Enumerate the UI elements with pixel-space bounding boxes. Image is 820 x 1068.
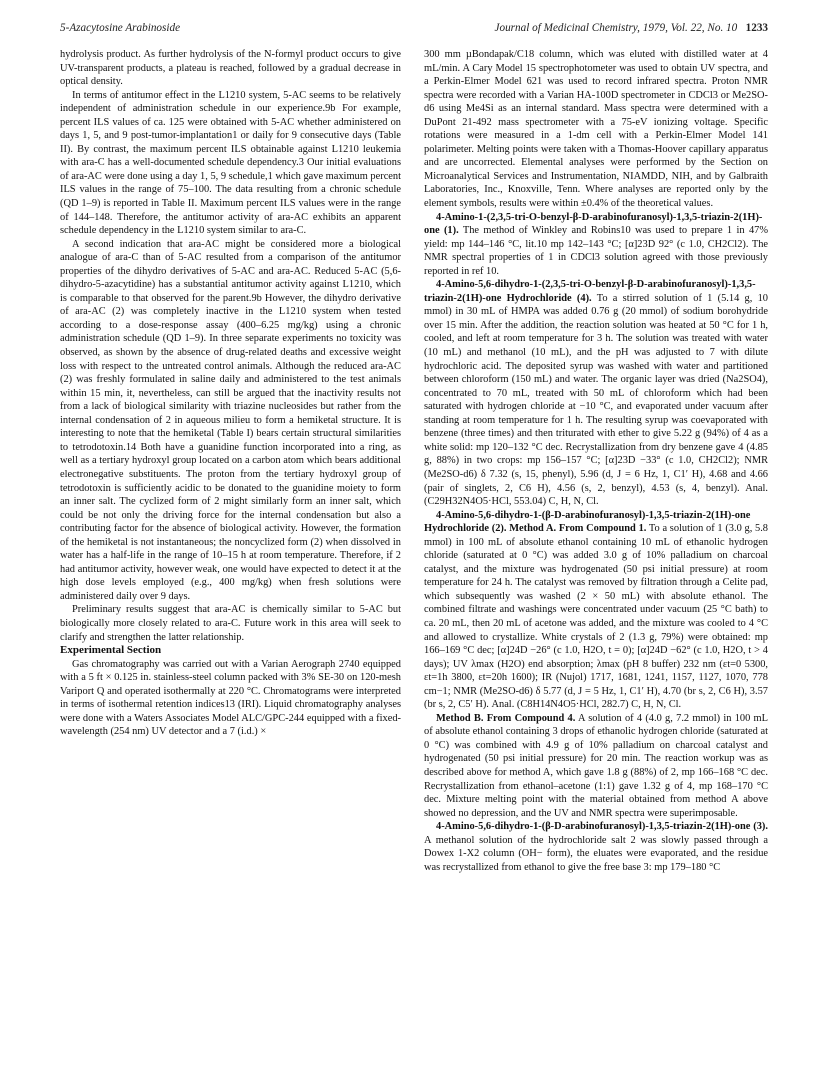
paragraph: Preliminary results suggest that ara-AC is chemically similar to 5-AC but biologically more closely related to ara-C. Future work in this area will seek to clarify and strengthen the latter relationship.: [60, 604, 401, 643]
compound-title: 4-Amino-5,6-dihydro-1-(β-D-arabinofuranosyl)-1,3,5-triazin-2(1H)-one Hydrochloride (2). Method A. From Compound 1.: [424, 509, 751, 535]
paragraph: Gas chromatography was carried out with a Varian Aerograph 2740 equipped with a 5 ft × 0.125 in. stainless-steel column packed with 3% SE-30 on 120-mesh Variport Q and operated isothermally at 220 °C. Chromatograms were interpreted in terms of isothermal retention indices13 (IRI). Liquid chromatography analyses were done with a Waters Associates Model ALC/GPC-244 equipped with a fixed-wavelength (254 nm) UV detector and a 7 (i.d.) ×: [60, 658, 401, 738]
running-head-journal: [495, 22, 768, 34]
page-number: 1233: [745, 22, 768, 34]
compound-body: To a solution of 1 (3.0 g, 5.8 mmol) in 100 mL of absolute ethanol containing 10 mL of ethanolic hydrogen chloride (saturated at 0 °C) was added 3.0 g of 10% palladium on charcoal catalyst, and the mixture was hydrogenated (50 psi initial pressure) at room temperature for 24 h. The catalyst was removed by filtration through a Celite pad, which subsequently was washed (2 × 50 mL) with absolute ethanol. The combined filtrate and washings were concentrated under vacuum (25 °C bath) to ca. 20 mL, then 20 mL of acetone was added, and the mixture was cooled to 4 °C and allowed to crystallize. White crystals of 2 (1.3 g, 79%) were obtained: mp 166–169 °C dec; [α]24D −26° (c 1.0, H2O, t = 0); [α]24D −62° (c 1.0, H2O, t > 4 days); UV λmax (H2O) end absorption; λmax (pH 8 buffer) 232 nm (εt=0 5300, εt=1h 3800, εt=20h 1600); IR (Nujol) 1717, 1681, 1241, 1157, 1127, 1070, 778 cm−1; NMR (Me2SO-d6) δ 5.77 (d, J = 5 Hz, 1, C1′ H), 4.70 (br s, 2, C6 H), 3.57 (br s, 2, C5′ H). Anal. (C8H14N4O5·HCl, 282.7) C, H, N, Cl.: [424, 523, 768, 711]
journal-citation: Journal of Medicinal Chemistry, 1979, Vol. 22, No. 10: [494, 22, 738, 34]
compound-title: 4-Amino-5,6-dihydro-1-(β-D-arabinofuranosyl)-1,3,5-triazin-2(1H)-one (3).: [436, 821, 768, 833]
section-heading: Experimental Section: [60, 644, 162, 657]
compound-entry: [424, 211, 768, 279]
running-head-title: 5-Azacytosine Arabinoside: [60, 22, 181, 34]
compound-body: A methanol solution of the hydrochloride salt 2 was slowly passed through a Dowex 1-X2 column (OH− form), the eluates were evaporated, and the residue was recrystallized from ethanol to give the free base 3: mp 179–180 °C: [424, 834, 768, 873]
compound-body: To a stirred solution of 1 (5.14 g, 10 mmol) in 30 mL of HMPA was added 0.76 g (20 mmol) of sodium borohydride over 15 min. After the addition, the reaction solution was heated at 50 °C for 1 h, cooled, and left at room temperature for 3 h. The solution was treated with water (10 mL) and methanol (10 mL), and the pH was adjusted to 7 with dilute hydrochloric acid. The deposited syrup was washed with water and partitioned between chloroform (150 mL) and water. The organic layer was dried (Na2SO4), concentrated to 70 mL, treated with 50 mL of chloroform which had been saturated with hydrogen chloride at −10 °C, and evaporated under vacuum after standing at room temperature for 1 h. The resulting syrup was coevaporated with benzene (three times) and then triturated with ether to give 5.22 g (94%) of 4 as a white solid: mp 120–132 °C dec. Recrystallization from dry benzene gave 4 (4.85 g, 88%) in two crops: mp 156–157 °C; [α]23D −33° (c 1.0, CH2Cl2); NMR (Me2SO-d6) δ 7.32 (s, 15, phenyl), 5.96 (d, J = 6 Hz, 1, C1′ H), 4.68 and 4.66 (pair of singlets, 2, C6 H), 4.56 (s, 2, benzyl), 4.53 (s, 4, benzyl). Anal. (C29H32N4O5·HCl, 553.04) C, H, N, Cl.: [424, 292, 768, 508]
method-title: Method B. From Compound 4.: [436, 712, 576, 724]
paragraph: 300 mm µBondapak/C18 column, which was eluted with distilled water at 4 mL/min. A Cary Model 15 spectrophotometer was used to obtain UV spectra, and a Perkin-Elmer Model 621 was used to record infrared spectra. Proton NMR spectra were recorded with a Varian HA-100D spectrometer in CDCl3 or Me2SO-d6 using Me4Si as an internal standard. Mass spectra were determined with a DuPont 21-492 mass spectrometer with a 75-eV ionizing voltage. Specific rotations were measured in a 1-dm cell with a Perkin-Elmer Model 141 polarimeter. Melting points were taken with a Thomas-Hoover capillary apparatus and are uncorrected. Elemental analyses were performed by the Section on Microanalytical Services and Instrumentation, NIAMDD, NIH, and by Galbraith Laboratories, Inc., Knoxville, Tenn. Where analyses are reported only by the element symbols, results were within ±0.4% of the theoretical values.: [424, 49, 768, 210]
method-body: A solution of 4 (4.0 g, 7.2 mmol) in 100 mL of absolute ethanol containing 3 drops of ethanolic hydrogen chloride (saturated at 0 °C) was combined with 4.9 g of 10% palladium on charcoal catalyst and hydrogenated (50 psi initial pressure) for 20 min. The reaction workup was as described above for method A, which gave 1.8 g (88%) of 2, mp 166–168 °C dec. Recrystallization from ethanol–acetone (1:1) gave 1.32 g of 4, mp 168–170 °C dec. Mixture melting point with the material obtained from method A above showed no depression, and the UV and NMR spectra were superimposable.: [424, 712, 768, 819]
left-column: [60, 48, 401, 1060]
compound-entry: [424, 820, 768, 874]
paragraph: In terms of antitumor effect in the L1210 system, 5-AC seems to be relatively independent of administration schedule in our experience.9b For example, percent ILS values of ca. 125 were obtained with 5-AC whether administered on days 1, 5, and 9 post-tumor-implantation1 or daily for 9 consecutive days (Table II). By contrast, the maximum percent ILS obtainable against L1210 leukemia with ara-C has a well-documented schedule dependency.3 Our initial evaluations of ara-AC were done using a day 1, 5, 9 schedule,1 which gave maximum percent ILS values in the range of 75–100. The data resulting from a chronic schedule (QD 1–9) is reported in Table II. Maximum percent ILS values were in the range of 144–148. Therefore, the antitumor activity of ara-AC exhibits an apparent schedule dependency in the L1210 system similar to ara-C.: [60, 89, 401, 237]
paragraph: A second indication that ara-AC might be considered more a biological analogue of ara-C than of 5-AC resulted from a comparison of the antitumor properties of the dihydro derivatives of 5-AC and ara-AC. Reduced 5-AC (5,6-dihydro-5-azacytidine) has a substantial antitumor activity against L1210, which is comparable to that observed for the parent.9b However, the dihydro derivative of ara-AC (2) was completely inactive in the L1210 system when tested according to a dose-response assay (400–6.25 mg/kg) using a chronic administration schedule (QD 1–9). In three separate experiments no toxicity was observed, as shown by the absence of drug-related deaths and excessive weight loss with respect to the untreated control animals. Although the reduced ara-AC (2) was freshly formulated in saline daily and administered to the test animals within 15 min, it, nevertheless, can still be argued that the inactivity results not from a lack of biological similarity with triazine nucleosides but rather from the internal condensation of 2 in aqueous milieu to form a hemiketal structure. It is interesting to note that the hemiketal (Table I) bears certain structural similarities to tetrodotoxin.14 Both have a guanidine function incorporated into a ring, as well as a tertiary hydroxyl group located on a carbon atom which bears additional electronegative substituents. The proton from the tertiary hydroxyl group of tetrodotoxin is sufficiently acidic to be donated to the guanidine moiety to form an inner salt. The cyclized form of 2 might similarly form an inner salt, which could be not only the driving force for the internal condensation but also a contributing factor for the absence of biological activity. However, the formation of the hemiketal is not instantaneous; the noncyclized form (2) when dissolved in water has a half-life in the range of 10–15 h at room temperature. Therefore, if 2 had antitumor activity, however weak, one would have expected to detect it at the high dose levels employed (e.g., 400 mg/kg) when fresh solutions were administered daily over 9 days.: [60, 238, 401, 602]
compound-entry: [424, 509, 768, 712]
paragraph: hydrolysis product. As further hydrolysis of the N-formyl product occurs to give UV-transparent products, a plateau is reached, followed by a gradual decrease in optical density.: [60, 49, 401, 88]
compound-entry: [424, 278, 768, 508]
running-head: [60, 22, 768, 38]
right-column: [424, 48, 768, 1060]
compound-body: The method of Winkley and Robins10 was used to prepare 1 in 47% yield: mp 144–146 °C, lit.10 mp 142–143 °C; [α]23D 92° (c 1.0, CH2Cl2). The NMR spectral properties of 1 in CDCl3 solution agreed with those previously reported in ref 10.: [424, 225, 768, 277]
compound-title: 4-Amino-1-(2,3,5-tri-O-benzyl-β-D-arabinofuranosyl)-1,3,5-triazin-2(1H)-one (1).: [424, 211, 763, 237]
method-entry: [424, 712, 768, 820]
compound-title: 4-Amino-5,6-dihydro-1-(2,3,5-tri-O-benzyl-β-D-arabinofuranosyl)-1,3,5-triazin-2(1H)-one Hydrochloride (4).: [424, 279, 756, 304]
